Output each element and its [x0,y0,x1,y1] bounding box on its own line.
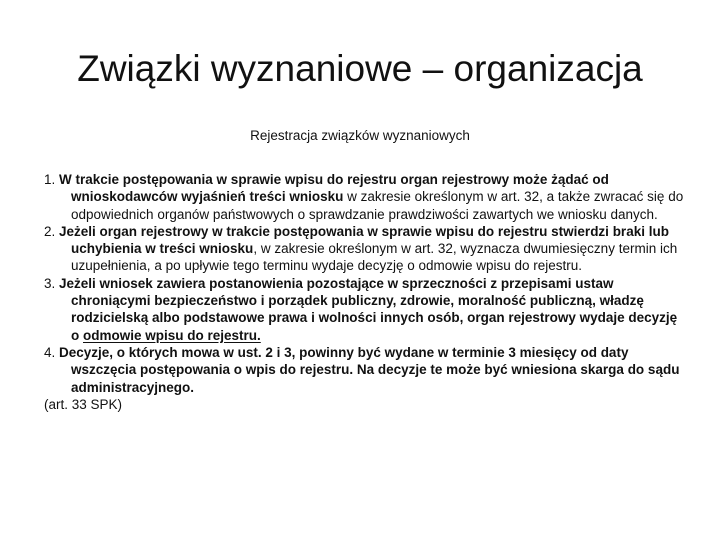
list-item [44,344,684,396]
item-text: , w zakresie określonym w art. 32, wyznacza dwumiesięczny termin ich uzupełnienia, a po upływie tego terminu wydaje decyzję o odmowie wpisu do rejestru. [71,241,678,274]
legal-reference: (art. 33 SPK) [44,396,123,412]
item-number: 2. [44,223,56,239]
item-number: 3. [44,275,56,291]
slide-subtitle: Rejestracja związków wyznaniowych [250,128,470,143]
item-bold-text: Decyzje, o których mowa w ust. 2 i 3, powinny być wydane w terminie 3 miesięcy od daty wszczęcia postępowania o wpis do rejestru. Na decyzje te może być wniesiona skarga do sądu administracyjnego. [55,344,680,395]
list-item [44,275,684,344]
item-number: 1. [44,172,56,187]
slide-title: Związki wyznaniowe – organizacja [77,48,643,89]
list-item [44,171,684,223]
item-number: 4. [44,344,56,360]
item-underlined-text: odmowie wpisu do rejestru. [83,327,261,343]
item-bold-text: W trakcie postępowania w sprawie wpisu do rejestru organ rejestrowy może żądać od wnioskodawców wyjaśnień treści wniosku [55,172,609,205]
slide-body [44,171,684,413]
list-item [44,223,684,275]
item-bold-text: Jeżeli wniosek zawiera postanowienia pozostające w sprzeczności z przepisami ustaw chroniącymi bezpieczeństwo i porządek publiczny, zdrowie, moralność publiczną, władzę rodzicielską albo podstawowe prawa i wolności innych osób, organ rejestrowy wydaje decyzję o [55,275,678,343]
item-bold-text: Jeżeli organ rejestrowy w trakcie postępowania w sprawie wpisu do rejestru stwierdzi braki lub uchybienia w treści wniosku [55,223,669,257]
item-text: w zakresie określonym w art. 32, a także zwracać się do odpowiednich organów państwowych o sprawdzanie prawdziwości zawartych we wniosku danych. [71,189,684,222]
